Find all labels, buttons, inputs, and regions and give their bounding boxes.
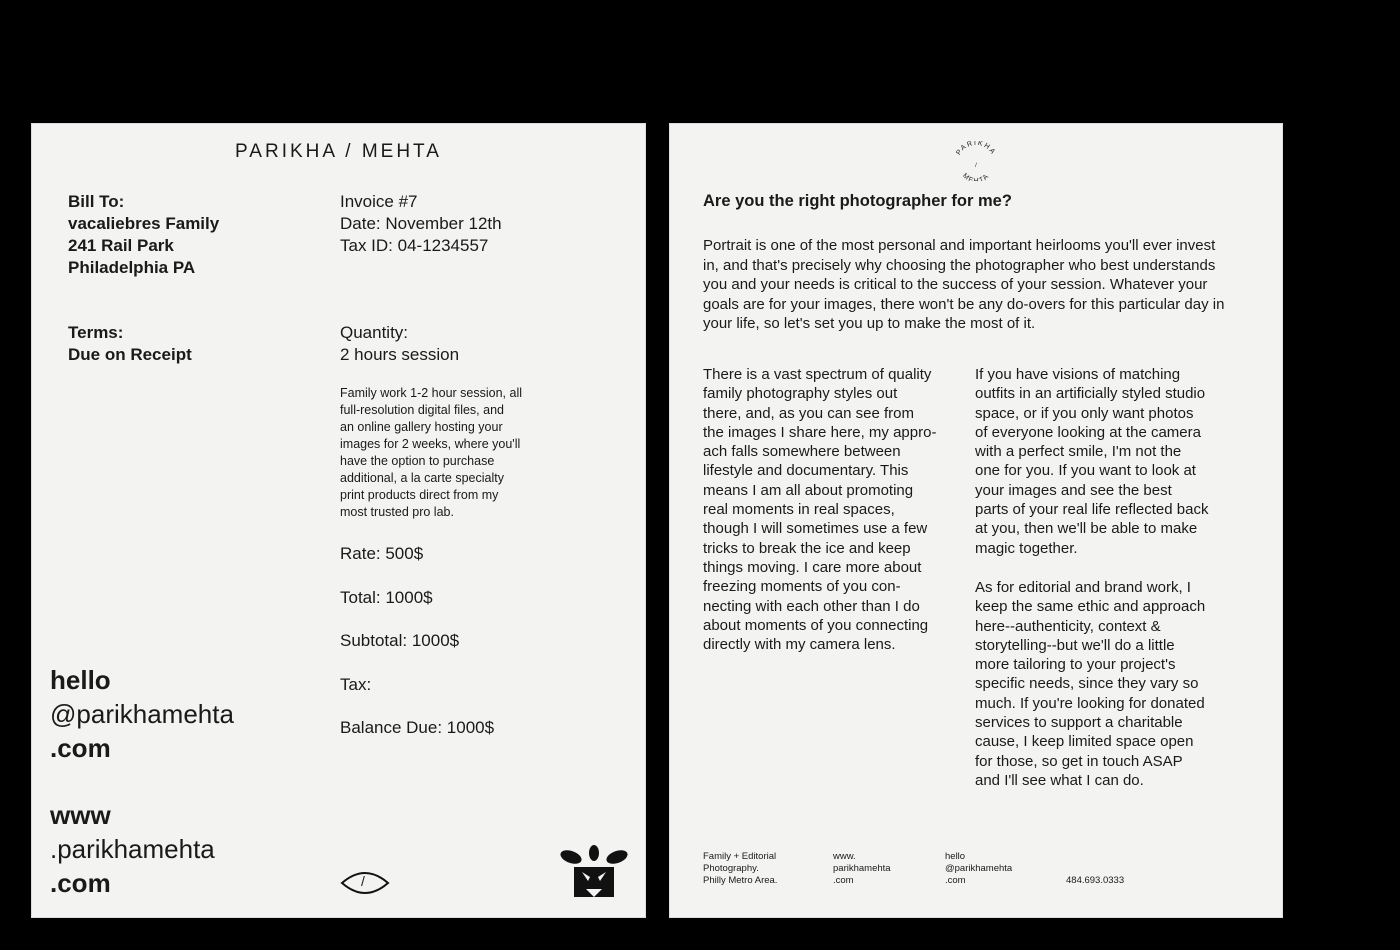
description-line: have the option to purchase <box>340 454 495 468</box>
svg-text:MEHTA: ME TA <box>960 172 992 181</box>
description-line: additional, a la carte specialty <box>340 471 504 485</box>
eye-icon-slash: / <box>361 873 365 889</box>
col-line: the images I share here, my appro- <box>703 423 937 441</box>
col-line: directly with my camera lens. <box>703 636 896 654</box>
footer-line: Family + Editorial <box>703 851 777 862</box>
col-line: things moving. I care more about <box>703 558 922 576</box>
tax-id: Tax ID: 04-1234557 <box>340 236 489 255</box>
col-line: though I will sometimes use a few <box>703 520 928 538</box>
col-line: necting with each other than I do <box>703 597 920 615</box>
col-line: and I'll see what I can do. <box>975 771 1144 789</box>
col-line: family photography styles out <box>703 385 898 403</box>
website-contact <box>50 798 215 900</box>
col-line: There is a vast spectrum of quality <box>703 366 932 383</box>
invoice-number: Invoice #7 <box>340 192 418 211</box>
terms-block <box>68 322 192 366</box>
invoice-date: Date: November 12th <box>340 214 502 233</box>
col-line: more tailoring to your project's <box>975 656 1176 674</box>
seal-logo <box>951 141 1001 181</box>
footer-tagline <box>703 851 777 887</box>
col-line: at you, then we'll be able to make <box>975 520 1198 538</box>
footer-line: .com <box>945 875 966 886</box>
terms-label: Terms: <box>68 323 124 342</box>
balance-due: Balance Due: 1000$ <box>340 718 495 737</box>
total: Total: 1000$ <box>340 588 433 607</box>
col-line: real moments in real spaces, <box>703 501 895 519</box>
svg-text:/: / <box>975 163 977 169</box>
terms-value: Due on Receipt <box>68 345 192 364</box>
col-line: space, or if you only want photos <box>975 404 1194 422</box>
website-line: www <box>50 800 111 830</box>
mascot-icon <box>559 845 629 903</box>
eye-icon <box>340 867 390 899</box>
col-line: keep the same ethic and approach <box>975 598 1206 616</box>
col-line: with a perfect smile, I'm not the <box>975 443 1182 461</box>
email-contact <box>50 663 234 765</box>
bill-to-line: Bill To: <box>68 192 125 211</box>
intro-line: Portrait is one of the most personal and important heirlooms you'll ever invest <box>703 237 1216 254</box>
col-line: storytelling--but we'll do a little <box>975 636 1175 654</box>
col-line: parts of your real life reflected back <box>975 501 1209 519</box>
session-description <box>340 385 522 521</box>
col-line: for those, so get in touch ASAP <box>975 752 1183 770</box>
invoice-card <box>31 123 646 918</box>
right-column-paragraph-1 <box>975 365 1265 558</box>
bill-to-line: Philadelphia PA <box>68 258 196 277</box>
intro-line: you and your needs is critical to the success of your session. Whatever your <box>703 276 1208 293</box>
intro-line: in, and that's precisely why choosing the photographer who best understands <box>703 256 1216 274</box>
question-heading: Are you the right photographer for me? <box>703 192 1012 210</box>
quantity-label: Quantity: <box>340 323 409 342</box>
description-line: images for 2 weeks, where you'll <box>340 437 521 451</box>
col-line: outfits in an artificially styled studio <box>975 385 1206 403</box>
website-line: .parikhamehta <box>50 834 215 864</box>
col-line: magic together. <box>975 539 1078 557</box>
col-line: If you have visions of matching <box>975 366 1181 383</box>
bill-to-line: 241 Rail Park <box>68 236 174 255</box>
intro-line: your life, so let's set you up to make the most of it. <box>703 315 1036 332</box>
col-line: As for editorial and brand work, I <box>975 579 1191 596</box>
description-line: an online gallery hosting your <box>340 420 503 434</box>
footer-line: @parikhamehta <box>945 863 1013 874</box>
footer-email <box>945 851 1012 887</box>
col-line: cause, I keep limited space open <box>975 733 1194 751</box>
col-line: services to support a charitable <box>975 714 1183 732</box>
letter-card <box>669 123 1283 918</box>
brand-title: PARIKHA / MEHTA <box>235 141 442 162</box>
col-line: here--authenticity, context & <box>975 617 1161 635</box>
col-line: means I am all about promoting <box>703 481 914 499</box>
col-line: there, and, as you can see from <box>703 404 914 422</box>
email-line: @parikhamehta <box>50 699 234 729</box>
description-line: full-resolution digital files, and <box>340 403 504 417</box>
quantity-value: 2 hours session <box>340 345 460 364</box>
col-line: of everyone looking at the camera <box>975 423 1201 441</box>
footer-line: Photography. <box>703 863 759 874</box>
subtotal: Subtotal: 1000$ <box>340 631 460 650</box>
col-line: much. If you're looking for donated <box>975 694 1205 712</box>
col-line: about moments of you connecting <box>703 616 929 634</box>
rate: Rate: 500$ <box>340 544 424 563</box>
col-line: ach falls somewhere between <box>703 443 901 461</box>
col-line: one for you. If you want to look at <box>975 462 1196 480</box>
footer-line: Philly Metro Area. <box>703 875 778 886</box>
col-line: tricks to break the ice and keep <box>703 539 911 557</box>
bill-to-block <box>68 191 219 279</box>
left-column-paragraph <box>703 365 963 654</box>
tax: Tax: <box>340 675 372 694</box>
description-line: print products direct from my <box>340 488 499 502</box>
intro-line: goals are for your images, there won't be any do-overs for this particular day in <box>703 295 1225 313</box>
col-line: lifestyle and documentary. This <box>703 462 909 480</box>
footer-website <box>833 851 891 887</box>
description-line: most trusted pro lab. <box>340 505 454 519</box>
footer-line: .com <box>833 875 854 886</box>
email-line: hello <box>50 665 111 695</box>
website-line: .com <box>50 868 111 898</box>
email-line: .com <box>50 733 111 763</box>
footer-line: www. <box>833 851 856 862</box>
right-column-paragraph-2 <box>975 578 1265 790</box>
col-line: your images and see the best <box>975 481 1172 499</box>
col-line: freezing moments of you con- <box>703 578 901 596</box>
invoice-info-block <box>340 191 502 257</box>
footer-phone: 484.693.0333 <box>1066 875 1125 886</box>
footer-line: parikhamehta <box>833 863 891 874</box>
intro-paragraph <box>703 236 1263 334</box>
quantity-block <box>340 322 459 366</box>
description-line: Family work 1-2 hour session, all <box>340 386 523 400</box>
footer-line: hello <box>945 851 966 862</box>
svg-text:PARIKHA: PARIKHA <box>955 141 997 157</box>
bill-to-line: vacaliebres Family <box>68 214 220 233</box>
col-line: specific needs, since they vary so <box>975 675 1199 693</box>
